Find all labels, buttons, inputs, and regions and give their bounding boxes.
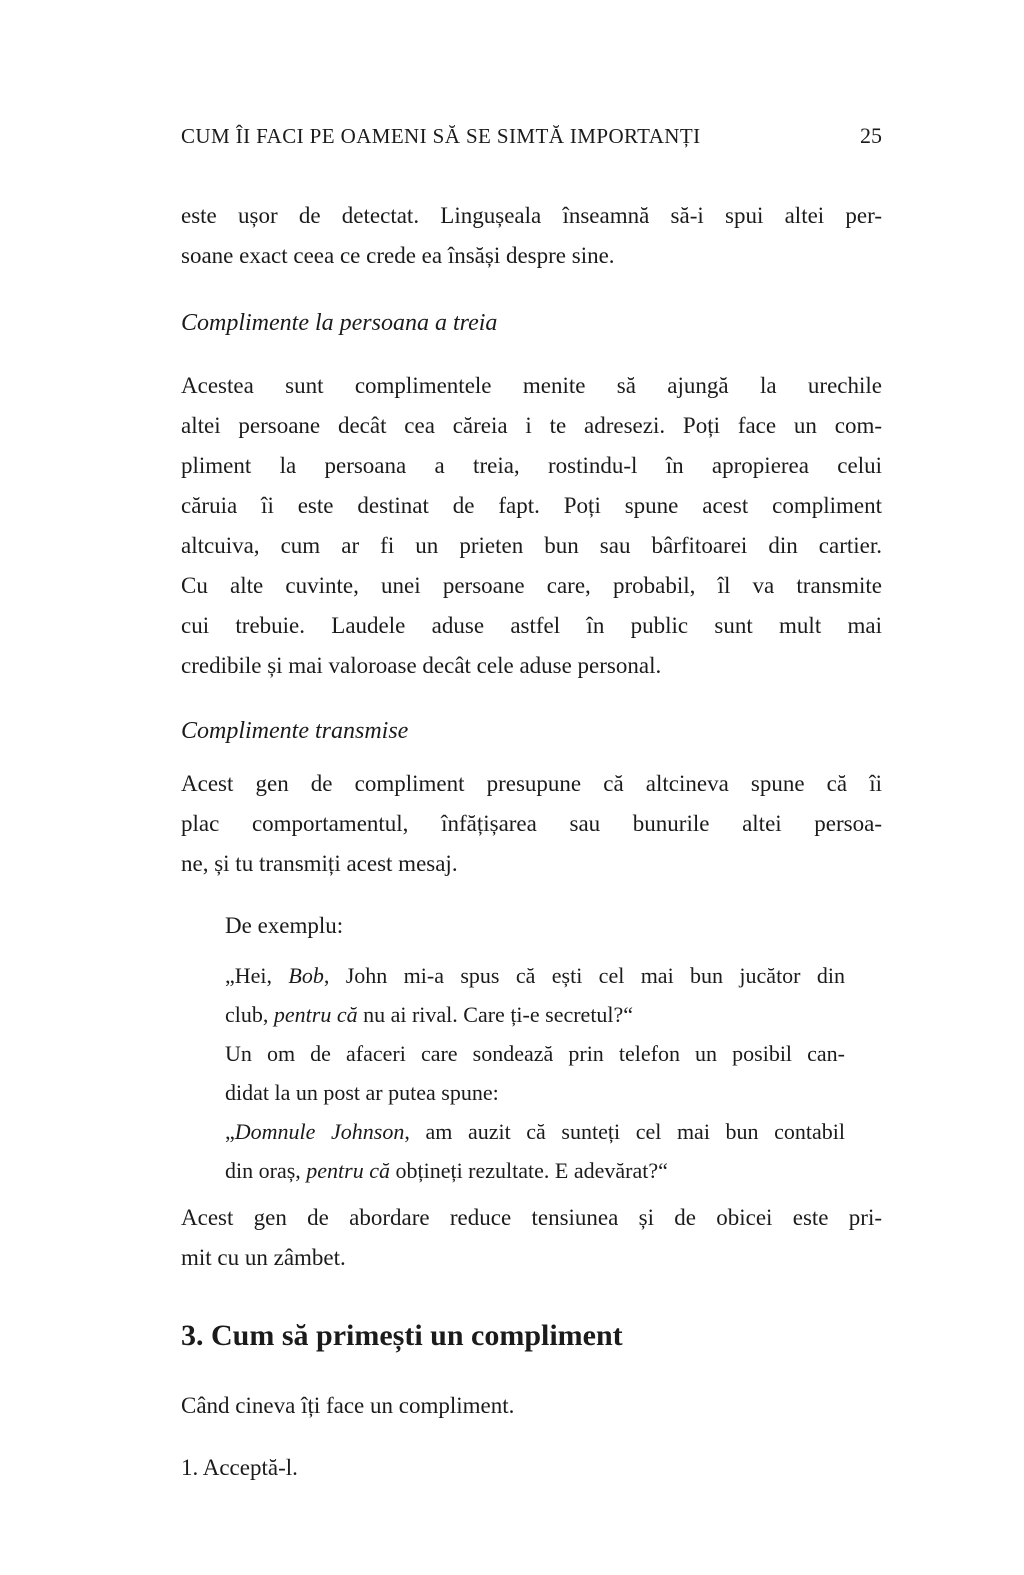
quote-line (225, 1151, 845, 1190)
quote-line: Un om de afaceri care sondează prin telefon un posibil can- (225, 1041, 845, 1066)
text-line: credibile și mai valoroase decât cele aduse personal. (181, 653, 662, 678)
text-line: pliment la persoana a treia, rostindu-l în apropierea celui (181, 453, 882, 478)
text-line: soane exact ceea ce crede ea însăși despre sine. (181, 243, 615, 268)
text-line: altcuiva, cum ar fi un prieten bun sau bârfitoarei din cartier. (181, 533, 882, 558)
quote-text-italic: pentru că (273, 1002, 358, 1027)
text-line: căruia îi este destinat de fapt. Poți spune acest compliment (181, 493, 882, 518)
paragraph-third-person (181, 366, 882, 686)
quote-text: , am auzit că sunteți cel mai bun contabil (404, 1119, 845, 1144)
example-intro: De exemplu: (225, 913, 344, 938)
section-heading-receive-compliment: 3. Cum să primești un compliment (181, 1319, 623, 1352)
quote-text: „ (225, 1119, 235, 1144)
text-line: Acestea sunt complimentele menite să ajungă la urechile (181, 373, 882, 398)
quote-text-italic: Bob (288, 963, 324, 988)
text-line: este ușor de detectat. Lingușeala înseamnă să-i spui altei per- (181, 203, 882, 228)
quote-text: din oraș, (225, 1158, 307, 1183)
text-line: Acest gen de compliment presupune că altcineva spune că îi (181, 771, 882, 796)
paragraph-relayed (181, 764, 882, 884)
text-line: Cu alte cuvinte, unei persoane care, probabil, îl va transmite (181, 573, 882, 598)
paragraph-approach (181, 1198, 882, 1278)
text-line: Acest gen de abordare reduce tensiunea și de obicei este pri- (181, 1205, 882, 1230)
text-line: altei persoane decât cea căreia i te adresezi. Poți face un com- (181, 413, 882, 438)
page-number: 25 (860, 123, 882, 148)
text-line: mit cu un zâmbet. (181, 1245, 346, 1270)
quote-text-italic: pentru că (306, 1158, 390, 1183)
quote-text-italic: Domnule Johnson (234, 1119, 405, 1144)
paragraph-flattery (181, 196, 882, 276)
quote-line (225, 956, 845, 995)
quote-text: , John mi-a spus că ești cel mai bun jucător din (323, 963, 845, 988)
paragraph-when-complimented: Când cineva îți face un compliment. (181, 1393, 515, 1418)
quote-line (225, 995, 845, 1034)
running-head-title: CUM ÎI FACI PE OAMENI SĂ SE SIMTĂ IMPORTANȚI (181, 124, 701, 148)
running-head (181, 122, 882, 150)
text-line: cui trebuie. Laudele aduse astfel în public sunt mult mai (181, 613, 882, 638)
text-line: ne, și tu transmiți acest mesaj. (181, 851, 458, 876)
page-content (181, 122, 882, 1488)
subheading-third-person-compliments: Complimente la persoana a treia (181, 310, 498, 336)
subheading-relayed-compliments: Complimente transmise (181, 718, 409, 744)
quote-line: didat la un post ar putea spune: (225, 1080, 499, 1105)
quote-text: „Hei, (225, 963, 289, 988)
example-quote-block (225, 956, 845, 1190)
quote-text: club, (225, 1002, 274, 1027)
paragraph-accept-it: 1. Acceptă-l. (181, 1455, 298, 1480)
quote-text: obțineți rezultate. E adevărat?“ (389, 1158, 668, 1183)
quote-line (225, 1112, 845, 1151)
quote-text: nu ai rival. Care ți-e secretul?“ (357, 1002, 634, 1027)
text-line: plac comportamentul, înfățișarea sau bunurile altei persoa- (181, 811, 882, 836)
